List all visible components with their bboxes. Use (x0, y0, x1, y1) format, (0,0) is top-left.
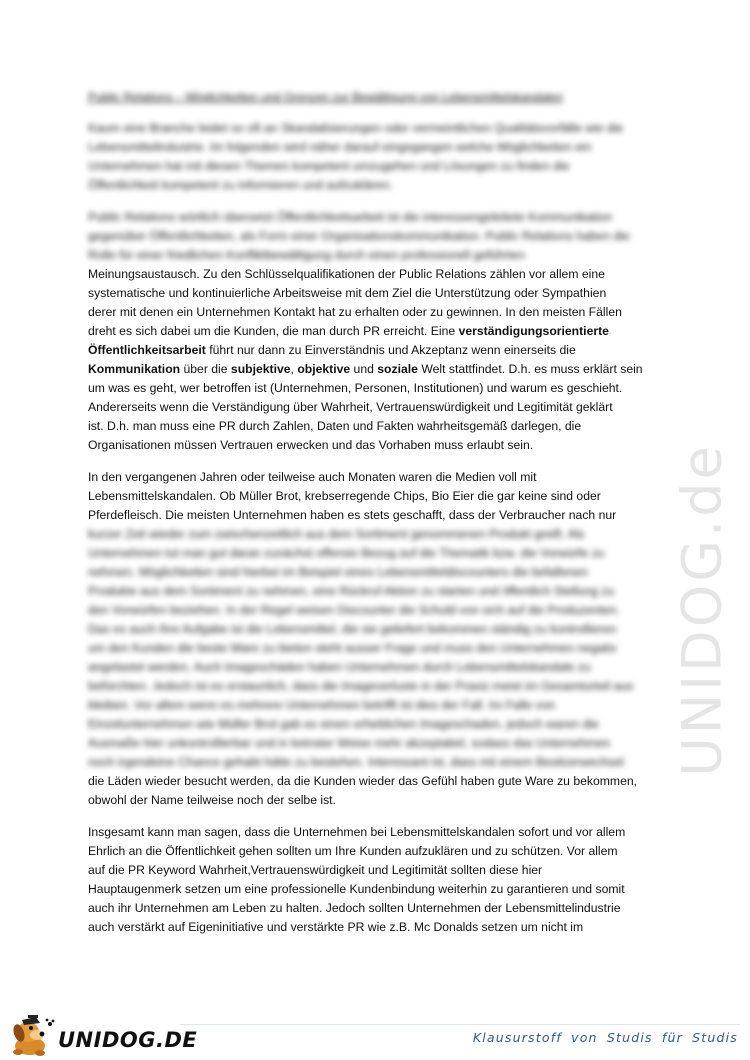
text-run: und (350, 362, 378, 376)
watermark: UNIDOG.de (670, 443, 734, 777)
text-run: In den vergangenen Jahren oder teilweise auch Monaten waren die Medien voll mit (88, 470, 537, 484)
text-run: auf die PR Keyword Wahrheit,Vertrauenswürdigkeit und Legitimität sollten diese hier (88, 863, 543, 877)
blurred-text-line: angelastet werden. Auch Imageschäden haben Unternehmen durch Lebensmittelskandale zu (88, 660, 591, 674)
text-line (88, 918, 666, 937)
blurred-text-line: nehmen. Möglichkeiten sind hierbei im Beispiel eines Lebensmitteldiscounters die befallenen (88, 565, 588, 579)
blurred-text-line: Rolle für einer friedlichen Konfliktbewältigung durch einen professionell geführten (88, 248, 525, 262)
text-run: Lebensmittelskandalen. Ob Müller Brot, krebserregende Chips, Bio Eier die gar keine sind oder (88, 489, 601, 503)
paragraph-definition-text (88, 265, 666, 455)
text-run: auch ihr Unternehmen am Leben zu halten. Jedoch sollten Unternehmen der Lebensmittelindustrie (88, 901, 621, 915)
blurred-text-line: Kaum eine Branche leidet so oft an Skandalisierungen oder vermeintlichen Qualitätsvorfälle wie die (88, 121, 624, 135)
paragraph-conclusion (88, 823, 666, 937)
text-run: Organisationen müssen Vertrauen erwecken und das Vorhaben muss erlaubt sein. (88, 438, 534, 452)
bold-term: subjektive (230, 362, 291, 376)
paragraph-definition (88, 208, 666, 455)
blurred-text-line: gegenüber Öffentlichkeiten, als Form einer Organisationskommunikation. Public Relations haben die (88, 229, 630, 243)
bold-term: soziale (377, 362, 418, 376)
paragraph-examples (88, 468, 666, 810)
text-line (88, 284, 666, 303)
blurred-text-line: um den Kunden die beste Ware zu bieten steht ausser Frage und muss den Unternehmen negativ (88, 641, 617, 655)
text-line (88, 379, 666, 398)
text-run: um was es geht, wer betroffen ist (Unternehmen, Personen, Institutionen) und warum es geschieht. (88, 381, 623, 395)
document-title: Public Relations – Möglichkeiten und Grenzen zur Bewältigung von Lebensmittelskandalen (88, 90, 563, 104)
text-line (88, 880, 666, 899)
text-line (88, 341, 666, 360)
blurred-text-line: Produkte aus dem Sortiment zu nehmen, eine Rückruf Aktion zu starten und öffentlich Stellung zu (88, 584, 615, 598)
blurred-text-line: noch irgendeine Chance gehabt hätte zu bestehen. Interessant ist, dass mit einem Besitzerwechsel (88, 755, 624, 769)
text-line (88, 487, 666, 506)
text-line (88, 322, 666, 341)
bold-term: Kommunikation (88, 362, 181, 376)
text-run: Insgesamt kann man sagen, dass die Unternehmen bei Lebensmittelskandalen sofort und vor allem (88, 825, 626, 839)
text-run: obwohl der Name teilweise noch der selbe ist. (88, 793, 336, 807)
bold-term: Öffentlichkeitsarbeit (88, 343, 206, 357)
blurred-text-line: den Vorwürfen beziehen. In der Regel weisen Discounter die Schuld von sich auf die Produzenten. (88, 603, 620, 617)
text-line (88, 842, 666, 861)
text-run: Welt stattfindet. D.h. es muss erklärt sein (417, 362, 643, 376)
text-line (88, 436, 666, 455)
text-line (88, 772, 666, 791)
document-body (88, 88, 666, 950)
text-line (88, 398, 666, 417)
blurred-text-line: Öffentlichkeit kompetent zu informieren und aufzuklären. (88, 178, 393, 192)
footer-divider (180, 1024, 740, 1025)
text-line (88, 303, 666, 322)
text-line (88, 823, 666, 842)
text-line (88, 506, 666, 525)
bold-term: verständigungsorientierte (458, 324, 609, 338)
text-run: , (290, 362, 298, 376)
text-run: derer mit denen ein Unternehmen Kontakt hat zu erhalten oder zu gewinnen. In den meisten Fällen (88, 305, 622, 319)
text-line (88, 265, 666, 284)
text-line (88, 899, 666, 918)
text-run: Hauptaugenmerk setzen um eine professionelle Kundenbindung weiterhin zu garantieren und somit (88, 882, 625, 896)
paragraph-examples-text-bottom (88, 772, 666, 810)
paragraph-examples-text-top (88, 468, 666, 525)
text-run: dreht es sich dabei um die Kunden, die man durch PR erreicht. Eine (88, 324, 459, 338)
blurred-text-line: Das es auch ihre Aufgabe ist die Lebensmittel, die sie geliefert bekommen ständig zu kontrollieren (88, 622, 617, 636)
text-run: über die (180, 362, 231, 376)
text-line (88, 861, 666, 880)
text-run: Meinungsaustausch. Zu den Schlüsselqualifikationen der Public Relations zählen vor allem eine (88, 267, 605, 281)
unidog-logo[interactable] (6, 1012, 198, 1060)
text-run: Ehrlich an die Öffentlichkeit gehen sollten um Ihre Kunden aufzuklären und zu schützen. Vor allem (88, 844, 618, 858)
paragraph-definition-blurred (88, 208, 666, 265)
blurred-text-line: Einzelunternehmen wie Müller Brot gab es einen erheblichen Imageschaden, jedoch waren die (88, 717, 599, 731)
bold-term: objektive (297, 362, 351, 376)
blurred-text-line: befürchten. Jedoch ist es erstaunlich, dass die Imageverluste in der Praxis meist im Gesamturteil aus (88, 679, 634, 693)
blurred-text-line: Public Relations wörtlich übersetzt Öffentlichkeitsarbeit ist die interessengeleitete Kommunikation (88, 210, 613, 224)
dog-mascot-icon (6, 1012, 56, 1060)
footer-tagline: Klausurstoff von Studis für Studis (472, 1030, 738, 1045)
paragraph-intro (88, 119, 666, 195)
text-run: Pferdefleisch. Die meisten Unternehmen haben es stets geschafft, dass der Verbraucher nach nur (88, 508, 617, 522)
text-line (88, 791, 666, 810)
logo-text: UNIDOG.DE (58, 1028, 198, 1052)
text-run: die Läden wieder besucht werden, da die Kunden wieder das Gefühl haben gute Ware zu bekommen, (88, 774, 638, 788)
text-run: auch verstärkt auf Eigeninitiative und verstärkte PR wie z.B. Mc Donalds setzen um nicht im (88, 920, 584, 934)
paragraph-conclusion-text (88, 823, 666, 937)
text-line (88, 360, 666, 379)
blurred-text-line: Unternehmen hat mit diesen Themen kompetent umzugehen und Lösungen zu finden die (88, 159, 570, 173)
blurred-text-line: Unternehmen tut man gut daran zunächst offensiv Bezug auf die Thematik bzw. die Vorwürfe zu (88, 546, 605, 560)
paragraph-examples-blurred (88, 525, 666, 772)
blurred-text-line: bleiben. Vor allem wenn es mehrere Unternehmen betrifft ist dies der Fall. Im Falle von (88, 698, 556, 712)
blurred-text-line: kurzer Zeit wieder zum zwischenzeitlich aus dem Sortiment genommenen Produkt greift. Als (88, 527, 585, 541)
blurred-text-line: Lebensmittelindustrie. Im folgenden wird näher darauf eingegangen welche Möglichkeiten ein (88, 140, 592, 154)
text-line (88, 417, 666, 436)
text-run: systematische und kontinuierliche Arbeitsweise mit dem Ziel die Unterstützung oder Sympathien (88, 286, 607, 300)
text-line (88, 468, 666, 487)
blurred-text-line: Ausmaße hier unkontrollierbar und in keinster Weise mehr akzeptabel, sodass das Unternehmen (88, 736, 611, 750)
text-run: führt nur dann zu Einverständnis und Akzeptanz wenn einerseits die (205, 343, 576, 357)
text-run: ist. D.h. man muss eine PR durch Zahlen, Daten und Fakten wahrheitsgemäß darlegen, die (88, 419, 582, 433)
text-run: Andererseits wenn die Verständigung über Wahrheit, Vertrauenswürdigkeit und Legitimität geklärt (88, 400, 613, 414)
